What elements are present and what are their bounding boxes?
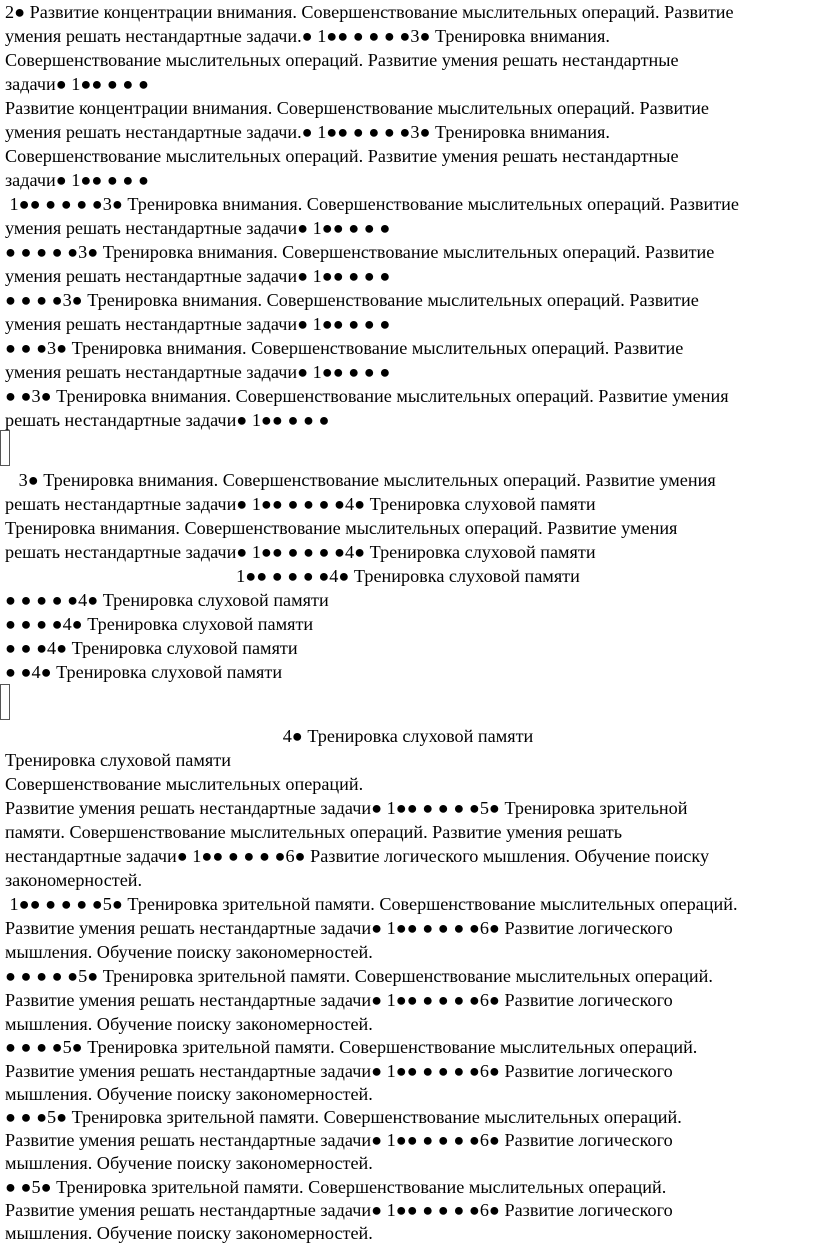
text-line: ● ● ● ●5● Тренировка зрительной памяти. Совершенствование мыслительных операций. xyxy=(5,1037,698,1058)
text-line: ● ●3● Тренировка внимания. Совершенствование мыслительных операций. Развитие умения xyxy=(5,386,729,406)
text-line: ● ● ● ●3● Тренировка внимания. Совершенствование мыслительных операций. Развитие xyxy=(5,290,699,310)
text-line: задачи● 1●● ● ● ● xyxy=(5,170,149,190)
text-line: Тренировка слуховой памяти xyxy=(5,750,231,770)
text-line: мышления. Обучение поиску закономерностей. xyxy=(5,1083,373,1104)
text-line: Развитие концентрации внимания. Совершенствование мыслительных операций. Развитие xyxy=(5,98,709,118)
text-line: решать нестандартные задачи● 1●● ● ● ● ●4● Тренировка слуховой памяти xyxy=(5,494,596,514)
text-line-centered: 4● Тренировка слуховой памяти xyxy=(282,726,534,746)
text-line: ● ● ●3● Тренировка внимания. Совершенствование мыслительных операций. Развитие xyxy=(5,338,684,358)
text-line: мышления. Обучение поиску закономерностей. xyxy=(5,942,373,962)
text-line: решать нестандартные задачи● 1●● ● ● ● xyxy=(5,410,330,430)
text-line: Развитие умения решать нестандартные задачи● 1●● ● ● ● ●5● Тренировка зрительной xyxy=(5,798,688,818)
text-line: умения решать нестандартные задачи● 1●● ● ● ● xyxy=(5,362,391,382)
text-line: умения решать нестандартные задачи● 1●● ● ● ● xyxy=(5,218,391,238)
text-line: умения решать нестандартные задачи.● 1●● ● ● ● ●3● Тренировка внимания. xyxy=(5,26,610,46)
text-line: Развитие умения решать нестандартные задачи● 1●● ● ● ● ●6● Развитие логического xyxy=(5,1199,673,1220)
text-line: мышления. Обучение поиску закономерностей. xyxy=(5,1014,373,1034)
text-line: Развитие умения решать нестандартные задачи● 1●● ● ● ● ●6● Развитие логического xyxy=(5,990,673,1010)
text-line: задачи● 1●● ● ● ● xyxy=(5,74,149,94)
text-line: ● ● ● ● ●3● Тренировка внимания. Совершенствование мыслительных операций. Развитие xyxy=(5,242,715,262)
text-line: Тренировка внимания. Совершенствование мыслительных операций. Развитие умения xyxy=(5,518,678,538)
text-line: ● ● ●5● Тренировка зрительной памяти. Совершенствование мыслительных операций. xyxy=(5,1107,682,1127)
text-line: умения решать нестандартные задачи● 1●● ● ● ● xyxy=(5,266,391,286)
text-line: Развитие умения решать нестандартные задачи● 1●● ● ● ● ●6● Развитие логического xyxy=(5,1130,673,1151)
text-line: ● ● ● ● ●4● Тренировка слуховой памяти xyxy=(5,590,329,610)
empty-box xyxy=(0,430,10,466)
text-line: ● ● ● ●4● Тренировка слуховой памяти xyxy=(5,614,314,634)
text-line: 1●● ● ● ● ●3● Тренировка внимания. Совершенствование мыслительных операций. Развитие xyxy=(5,194,739,214)
text-line: 1●● ● ● ● ●5● Тренировка зрительной памяти. Совершенствование мыслительных операций. xyxy=(5,894,738,914)
text-line: Развитие умения решать нестандартные задачи● 1●● ● ● ● ●6● Развитие логического xyxy=(5,918,673,938)
text-line: Совершенствование мыслительных операций. xyxy=(5,774,364,794)
text-line: Совершенствование мыслительных операций. Развитие умения решать нестандартные xyxy=(5,146,679,166)
text-line: мышления. Обучение поиску закономерностей. xyxy=(5,1153,373,1174)
text-line-centered: 1●● ● ● ● ●4● Тренировка слуховой памяти xyxy=(236,566,580,586)
text-line: ● ● ●4● Тренировка слуховой памяти xyxy=(5,638,298,658)
text-line: памяти. Совершенствование мыслительных операций. Развитие умения решать xyxy=(5,822,622,842)
text-line: умения решать нестандартные задачи● 1●● ● ● ● xyxy=(5,314,391,334)
text-line: ● ● ● ● ●5● Тренировка зрительной памяти. Совершенствование мыслительных операций. xyxy=(5,966,713,986)
text-line: нестандартные задачи● 1●● ● ● ● ●6● Развитие логического мышления. Обучение поиску xyxy=(5,846,710,866)
text-line: 3● Тренировка внимания. Совершенствование мыслительных операций. Развитие умения xyxy=(5,470,716,490)
text-line: Развитие умения решать нестандартные задачи● 1●● ● ● ● ●6● Развитие логического xyxy=(5,1060,673,1081)
text-line: умения решать нестандартные задачи.● 1●● ● ● ● ●3● Тренировка внимания. xyxy=(5,122,610,142)
text-line: 2● Развитие концентрации внимания. Совершенствование мыслительных операций. Развитие xyxy=(5,2,734,22)
text-line: ● ●5● Тренировка зрительной памяти. Совершенствование мыслительных операций. xyxy=(5,1176,667,1197)
text-line: Совершенствование мыслительных операций. Развитие умения решать нестандартные xyxy=(5,50,679,70)
text-line: решать нестандартные задачи● 1●● ● ● ● ●4● Тренировка слуховой памяти xyxy=(5,542,596,562)
text-line: закономерностей. xyxy=(5,870,143,890)
empty-box xyxy=(0,684,10,720)
text-line: мышления. Обучение поиску закономерностей. xyxy=(5,1223,373,1243)
text-line: ● ●4● Тренировка слуховой памяти xyxy=(5,662,283,682)
